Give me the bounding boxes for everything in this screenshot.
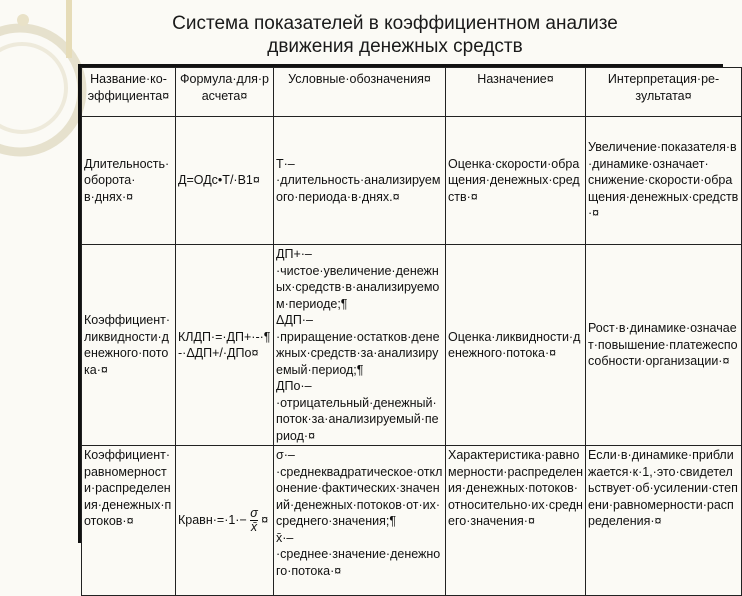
indicators-table-container (78, 64, 739, 578)
slide-title (70, 12, 720, 58)
row2-formula: КЛДП·=·ДП+·-·¶ -·ΔДП+/·ДПо¤ (176, 245, 274, 446)
header-formula: Формула·для·расчета¤ (176, 68, 274, 117)
row1-formula: Д=ОДс•Т/·В1¤ (176, 117, 274, 245)
indicators-table (81, 67, 742, 596)
row1-interpretation: Увеличение·показателя·в·динамике·означает· снижение·скорости·обращения·денежных·средств·¤ (586, 117, 742, 245)
row1-purpose: Оценка·скорости·обращения·денежных·средств·¤ (446, 117, 586, 245)
gold-dot (17, 14, 29, 26)
row3-formula-numerator: σ (250, 506, 258, 520)
table-header-row (82, 68, 742, 117)
header-purpose: Назначение¤ (446, 68, 586, 117)
row3-formula-fraction (250, 507, 258, 534)
row3-interpretation: Если·в·динамике·приближается·к·1,·это·свидетельствует·об·усилении·степени·равномерности·распределения·¤ (586, 446, 742, 596)
row1-name: Длительность·оборота· в·днях·¤ (82, 117, 176, 245)
header-name: Название·ко-эффициента¤ (82, 68, 176, 117)
row3-formula-denominator: x̄ (250, 520, 258, 534)
row2-name: Коэффициент·ликвидности·денежного·потока·¤ (82, 245, 176, 446)
row3-name: Коэффициент·равномерности·распределения·денежных·потоков·¤ (82, 446, 176, 596)
title-line-2: движения денежных средств (267, 36, 523, 57)
header-interpretation: Интерпретация·ре-зультата¤ (586, 68, 742, 117)
header-symbols: Условные·обозначения¤ (274, 68, 446, 117)
row3-formula (176, 446, 274, 596)
row3-purpose: Характеристика·равномерности·распределения·денежных·потоков·относительно·их·среднего·значения·¤ (446, 446, 586, 596)
row3-formula-suffix: ¤ (261, 512, 269, 527)
title-line-1: Система показателей в коэффициентном анализе (172, 13, 618, 34)
table-row (82, 245, 742, 446)
row2-interpretation: Рост·в·динамике·означает·повышение·платежеспособности·организации·¤ (586, 245, 742, 446)
table-row (82, 446, 742, 596)
ring-small (0, 44, 66, 132)
row2-symbols: ДП+·–·чистое·увеличение·денежных·средств·в·анализируемом·периоде;¶ ΔДП·–·приращение·остатков·денежных·средств·за·анализируемый·период;¶ ДПо·–·отрицательный·денежный·поток·за·анализируемый·период·¤ (274, 245, 446, 446)
row3-symbols: σ·–·среднеквадратическое·отклонение·фактических·значений·денежных·потоков·от·их·среднего·значения;¶ x̄·–·среднее·значение·денежного·потока·¤ (274, 446, 446, 596)
row1-symbols: T·–·длительность·анализируемого·периода·в·днях.¤ (274, 117, 446, 245)
row2-purpose: Оценка·ликвидности·денежного·потока·¤ (446, 245, 586, 446)
table-row (82, 117, 742, 245)
row3-formula-prefix: Кравн·=·1·− (178, 512, 247, 527)
